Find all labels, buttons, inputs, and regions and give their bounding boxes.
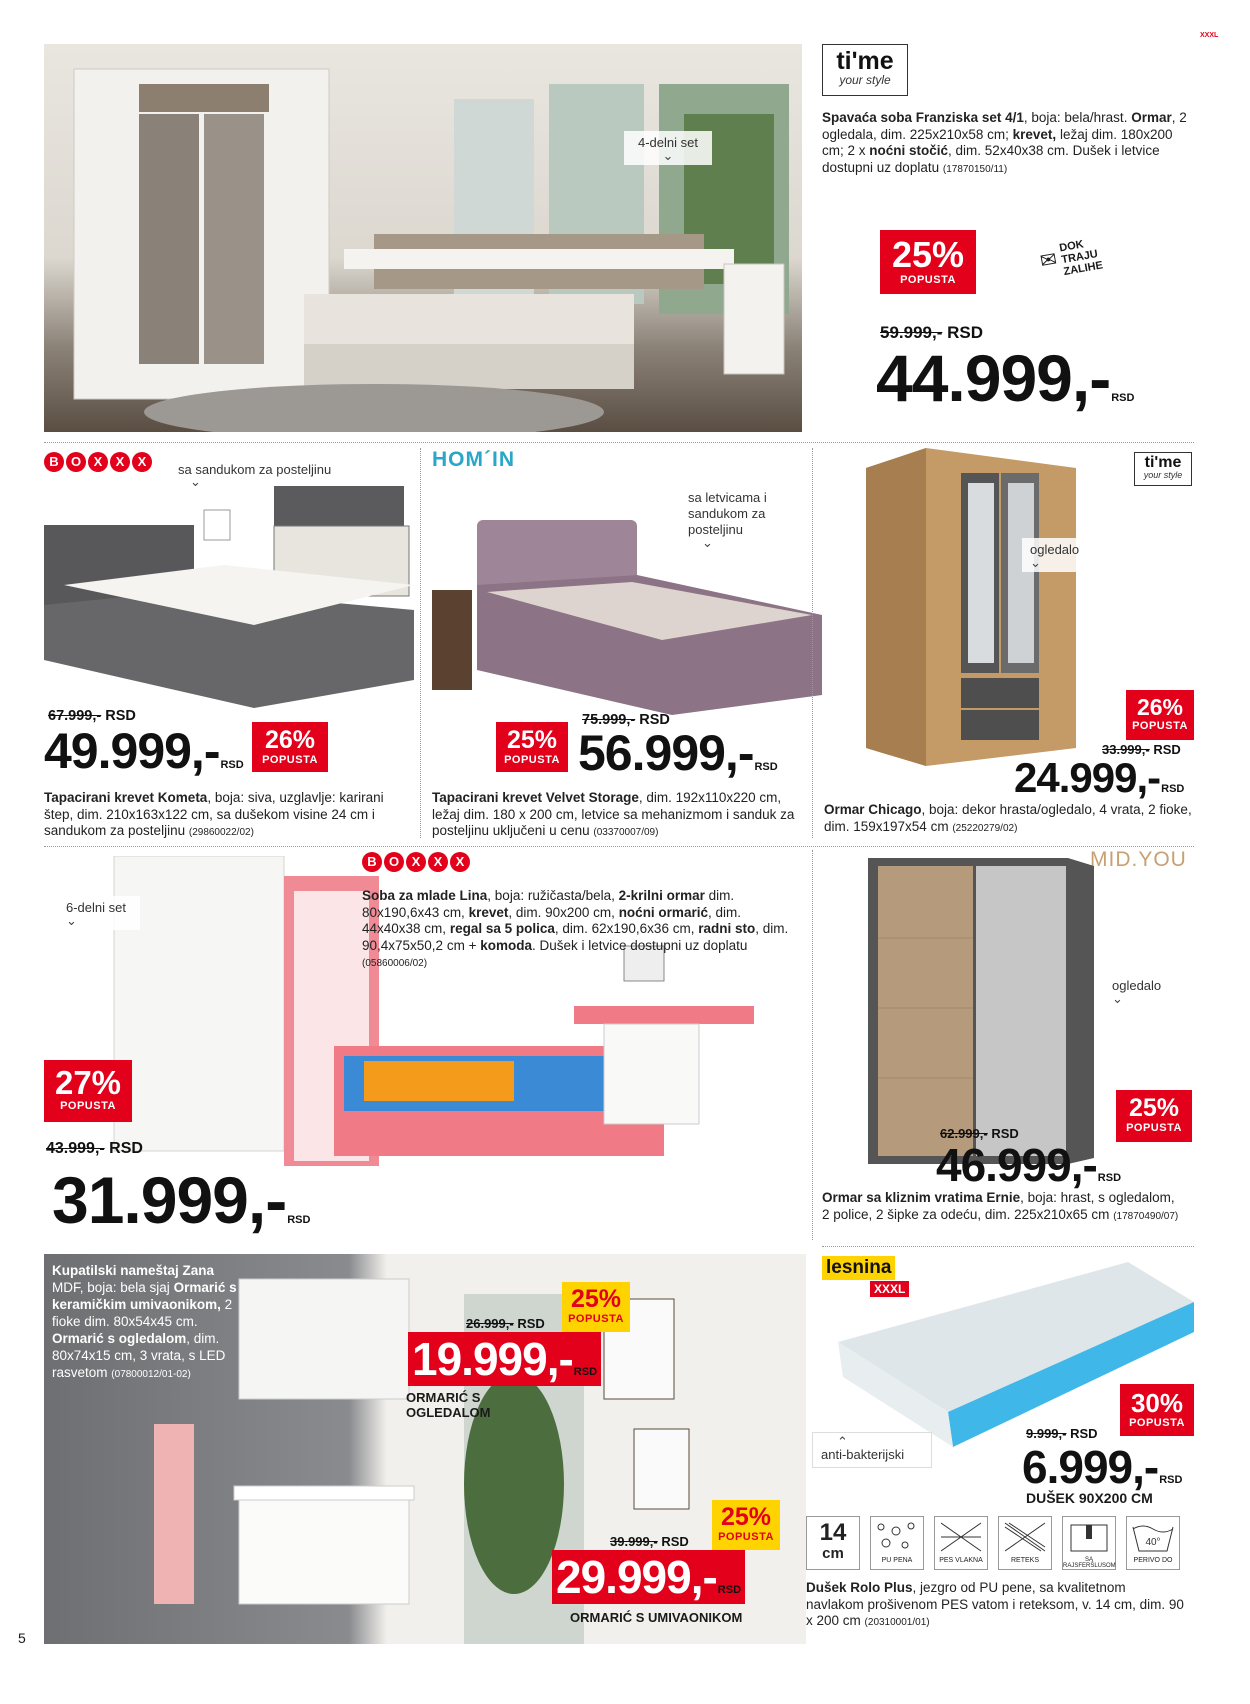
discount-pct: 26% xyxy=(264,726,316,754)
price-currency: RSD xyxy=(717,1584,742,1596)
discount-label: POPUSTA xyxy=(568,1313,624,1325)
current-price xyxy=(876,340,1134,416)
discount-badge xyxy=(562,1282,630,1332)
boxxx-logo xyxy=(44,452,152,472)
lina-description xyxy=(362,888,792,973)
page-number: 5 xyxy=(18,1630,26,1646)
icon-label: RETEKS xyxy=(1010,1557,1039,1564)
product-code: (17870150/11) xyxy=(942,163,1008,175)
chevron-down-icon: ⌄ xyxy=(702,535,713,550)
discount-pct: 25% xyxy=(570,1285,622,1313)
rolo-title: Dušek Rolo Plus xyxy=(806,1580,913,1595)
discount-label: POPUSTA xyxy=(262,754,318,766)
ernie-wardrobe-photo xyxy=(868,858,1094,1164)
homin-logo: HOM´IN xyxy=(432,448,515,471)
icon-label: PES VLAKNA xyxy=(939,1557,983,1564)
desc-text: . Dušek i letvice dostupni uz doplatu xyxy=(531,937,748,953)
discount-badge xyxy=(44,1060,132,1122)
franziska-description xyxy=(822,110,1192,178)
kometa-description xyxy=(44,790,414,842)
time-logo-line1: tiʹme xyxy=(1144,454,1182,471)
discount-badge xyxy=(496,722,568,772)
desc-text: , boja: bela/hrast. xyxy=(1023,110,1128,125)
product-code: (05860006/02) xyxy=(362,958,428,969)
desc-text: , dim. 52x40x38 cm. Dušek i letvice dostupni uz doplatu xyxy=(822,143,1160,175)
ernie-callout xyxy=(1104,974,1184,1008)
price-value: 44.999,- xyxy=(876,341,1111,415)
old-price-value: 33.999,- xyxy=(1102,742,1150,757)
ernie-title: Ormar sa kliznim vratima Ernie xyxy=(822,1190,1021,1205)
wash-temp: 40° xyxy=(1145,1537,1161,1548)
rolo-description xyxy=(806,1580,1186,1632)
old-price xyxy=(610,1534,689,1549)
product-code: (29860022/02) xyxy=(188,827,254,838)
discount-label: POPUSTA xyxy=(900,274,956,286)
zana-description xyxy=(52,1262,242,1383)
time-logo-line1: tiʹme xyxy=(836,47,894,75)
time-logo-line2: your style xyxy=(839,73,891,87)
truck-icon: ✉ xyxy=(1038,248,1059,274)
price-currency: RSD xyxy=(1111,392,1135,404)
old-price-value: 43.999,- xyxy=(46,1140,105,1157)
pes-fiber-icon xyxy=(934,1516,988,1570)
chicago-wardrobe-photo xyxy=(866,448,1084,766)
old-price-currency: RSD xyxy=(1153,742,1181,757)
chicago-illustration xyxy=(866,448,1084,766)
divider xyxy=(44,442,1194,443)
price-currency: RSD xyxy=(573,1366,598,1378)
callout-text: sa letvicama i sandukom za posteljinu xyxy=(688,490,767,537)
desc-text: 2 fioke dim. 80x54x45 cm. xyxy=(52,1297,233,1329)
current-price xyxy=(578,724,778,782)
corner-logo: XXXL xyxy=(1200,32,1219,39)
discount-label: POPUSTA xyxy=(718,1531,774,1543)
chevron-down-icon: ⌄ xyxy=(662,148,674,163)
old-price-currency: RSD xyxy=(991,1126,1019,1141)
desc-text: , dim. 44x40x38 cm, xyxy=(362,904,741,936)
divider xyxy=(44,846,1194,847)
kometa-title: Tapacirani krevet Kometa xyxy=(44,790,208,805)
desc-text: , dim. 80x74x15 cm, 3 vrata, s LED rasvetom xyxy=(52,1331,226,1380)
product-code: (20310001/01) xyxy=(864,1617,930,1628)
logo-letter: B xyxy=(362,852,382,872)
price-value: 29.999,- xyxy=(556,1551,717,1603)
icon-label: SA RAJSFERŠLUSOM xyxy=(1063,1557,1116,1569)
velvet-bed-photo xyxy=(432,520,832,720)
logo-letter: X xyxy=(450,852,470,872)
chevron-down-icon: ⌄ xyxy=(66,913,77,928)
discount-badge xyxy=(252,722,328,772)
desc-text: , dim. 62x190,6x36 cm, xyxy=(554,921,695,936)
fiber-pattern xyxy=(935,1517,987,1555)
product-code: (07800012/01-02) xyxy=(111,1369,191,1380)
icon-label: PU PENA xyxy=(881,1557,913,1564)
time-brand-logo xyxy=(1134,452,1192,486)
discount-pct: 30% xyxy=(1130,1388,1184,1418)
desc-text: MDF, boja: bela sjaj xyxy=(52,1280,170,1295)
chicago-description xyxy=(824,802,1194,837)
chicago-callout xyxy=(1022,538,1100,572)
old-price-currency: RSD xyxy=(1070,1426,1098,1441)
current-price xyxy=(52,1162,310,1238)
velvet-description xyxy=(432,790,804,842)
discount-label: POPUSTA xyxy=(1126,1122,1182,1134)
velvet-title: Tapacirani krevet Velvet Storage xyxy=(432,790,639,805)
callout-text: anti-bakterijski xyxy=(821,1447,905,1462)
zana-title: Kupatilski nameštaj Zana xyxy=(52,1263,215,1278)
sink-cabinet-label: ORMARIĆ S UMIVAONIKOM xyxy=(570,1610,743,1625)
logo-letter: X xyxy=(428,852,448,872)
discount-pct: 25% xyxy=(720,1503,772,1531)
divider xyxy=(822,1246,1194,1247)
desc-text: , boja: dekor hrasta/ogledalo, 4 vrata, 2 fioke, dim. 159x197x54 cm xyxy=(824,802,1192,834)
desc-bold: Ormarić s ogledalom xyxy=(52,1331,187,1346)
price-currency: RSD xyxy=(754,761,778,773)
mirror-cabinet-label: ORMARIĆ S OGLEDALOM xyxy=(406,1390,491,1420)
old-price-currency: RSD xyxy=(105,708,136,724)
desc-bold: Ormar xyxy=(1131,110,1172,125)
old-price-value: 75.999,- xyxy=(582,712,636,728)
desc-text: , boja: hrast, s ogledalom, 2 police, 2 šipke za odeću, dim. 225x210x65 cm xyxy=(822,1190,1175,1222)
desc-text: dim. 80x190,6x43 cm, xyxy=(362,888,735,920)
discount-pct: 25% xyxy=(1128,1094,1180,1122)
desc-bold: radni sto xyxy=(698,921,756,936)
time-brand-logo xyxy=(822,44,908,96)
desc-bold: krevet, xyxy=(1012,126,1057,142)
logo-letter: B xyxy=(44,452,64,472)
current-price xyxy=(552,1550,745,1604)
old-price-value: 67.999,- xyxy=(48,708,102,724)
price-value: 6.999,- xyxy=(1022,1441,1159,1493)
price-value: 19.999,- xyxy=(412,1333,573,1385)
height-14cm-icon xyxy=(806,1516,860,1570)
desc-bold: noćni stočić xyxy=(869,143,949,158)
icon-label: PERIVO DO xyxy=(1133,1557,1173,1564)
chicago-title: Ormar Chicago xyxy=(824,802,922,817)
logo-letter: X xyxy=(132,452,152,472)
price-currency: RSD xyxy=(220,759,244,771)
franziska-title: Spavaća soba Franziska set 4/1 xyxy=(822,110,1024,125)
height-value: 14 xyxy=(819,1519,847,1546)
lesnina-logo-top: lesnina xyxy=(822,1256,895,1280)
price-currency: RSD xyxy=(1161,783,1185,795)
old-price-value: 9.999,- xyxy=(1026,1426,1067,1441)
logo-letter: X xyxy=(88,452,108,472)
lina-title: Soba za mlade Lina xyxy=(362,888,488,903)
discount-badge xyxy=(1120,1384,1194,1436)
product-code: (17870490/07) xyxy=(1113,1210,1179,1222)
price-currency: RSD xyxy=(1097,1172,1122,1184)
chevron-up-icon: ⌃ xyxy=(837,1434,848,1449)
current-price xyxy=(44,722,244,780)
desc-bold: komoda xyxy=(480,937,532,953)
discount-label: POPUSTA xyxy=(1129,1417,1185,1429)
callout-text: 6-delni set xyxy=(66,900,126,915)
price-currency: RSD xyxy=(287,1214,311,1226)
height-unit: cm xyxy=(822,1545,844,1562)
chevron-down-icon: ⌄ xyxy=(1030,555,1041,570)
old-price-value: 39.999,- xyxy=(610,1534,658,1549)
price-value: 56.999,- xyxy=(578,725,754,781)
current-price xyxy=(936,1138,1121,1192)
ernie-description xyxy=(822,1190,1182,1225)
foam-pattern xyxy=(871,1517,923,1555)
zipper-icon xyxy=(1062,1516,1116,1570)
reteks-pattern xyxy=(999,1517,1051,1555)
mattress-size-label: DUŠEK 90X200 CM xyxy=(1026,1490,1153,1506)
desc-text: , 2 ogledala, dim. 225x210x58 cm; xyxy=(822,110,1187,142)
divider xyxy=(812,448,813,838)
bedroom-illustration xyxy=(44,44,802,432)
discount-label: POPUSTA xyxy=(504,754,560,766)
stock-note-text: DOK TRAJU ZALIHE xyxy=(1058,238,1104,279)
desc-bold: noćni ormarić xyxy=(618,904,708,920)
desc-text: , dim. 90,4x75x50,2 cm + xyxy=(362,921,789,953)
logo-letter: O xyxy=(384,852,404,872)
rolo-callout xyxy=(812,1432,932,1468)
ernie-illustration xyxy=(868,858,1094,1164)
callout-text: ogledalo xyxy=(1112,978,1162,993)
lina-callout xyxy=(58,896,140,930)
old-price xyxy=(466,1316,545,1331)
set-callout xyxy=(624,131,712,165)
kometa-illustration xyxy=(44,480,414,708)
discount-badge xyxy=(880,230,976,294)
kometa-bed-photo xyxy=(44,480,414,708)
product-code: (25220279/02) xyxy=(952,822,1018,834)
desc-text: ležaj dim. 180x200 cm; 2 x xyxy=(822,126,1173,158)
reteks-icon xyxy=(998,1516,1052,1570)
discount-badge xyxy=(1126,690,1194,740)
logo-letter: X xyxy=(406,852,426,872)
desc-bold: regal sa 5 polica xyxy=(449,921,555,936)
divider xyxy=(420,448,421,838)
midyou-logo: MID.YOU xyxy=(1090,848,1187,871)
old-price-currency: RSD xyxy=(661,1534,689,1549)
wash-tub xyxy=(1127,1517,1179,1555)
set-callout-text: 4-delni set xyxy=(638,135,698,150)
bedroom-photo xyxy=(44,44,802,432)
discount-label: POPUSTA xyxy=(60,1100,116,1112)
discount-badge xyxy=(1116,1090,1192,1142)
discount-pct: 25% xyxy=(506,726,558,754)
callout-text: ogledalo xyxy=(1030,542,1080,557)
time-logo-line2: your style xyxy=(1143,470,1183,480)
desc-text: , boja: siva, uzglavlje: karirani štep, dim. 210x163x122 cm, sa dušekom visine 24 cm i sandukom za posteljinu xyxy=(44,790,384,838)
zipper-pattern xyxy=(1063,1517,1115,1555)
old-price-currency: RSD xyxy=(947,323,984,342)
chevron-down-icon: ⌄ xyxy=(1112,991,1123,1006)
price-currency: RSD xyxy=(1159,1474,1183,1486)
desc-text: , boja: ružičasta/bela, xyxy=(487,888,615,903)
old-price-currency: RSD xyxy=(639,712,670,728)
lesnina-logo-bottom: XXXL xyxy=(870,1281,909,1297)
washable-icon xyxy=(1126,1516,1180,1570)
price-value: 46.999,- xyxy=(936,1139,1097,1191)
discount-pct: 27% xyxy=(54,1064,122,1101)
pu-foam-icon xyxy=(870,1516,924,1570)
current-price xyxy=(408,1332,601,1386)
current-price xyxy=(1014,754,1184,802)
discount-pct: 25% xyxy=(891,234,965,275)
product-code: (03370007/09) xyxy=(593,827,659,838)
old-price-value: 26.999,- xyxy=(466,1316,514,1331)
velvet-illustration xyxy=(432,520,832,720)
price-value: 24.999,- xyxy=(1014,754,1161,801)
stock-note xyxy=(1038,230,1135,281)
divider xyxy=(812,850,813,1240)
old-price xyxy=(46,1140,143,1158)
logo-letter: O xyxy=(66,452,86,472)
price-value: 49.999,- xyxy=(44,723,220,779)
desc-text: , dim. 90x200 cm, xyxy=(508,904,615,920)
discount-badge xyxy=(712,1500,780,1550)
desc-bold: 2-krilni ormar xyxy=(618,888,705,903)
old-price-value: 62.999,- xyxy=(940,1126,988,1141)
price-value: 31.999,- xyxy=(52,1163,287,1237)
callout-text: sa sandukom za posteljinu xyxy=(178,462,332,477)
old-price xyxy=(1026,1426,1098,1441)
discount-pct: 26% xyxy=(1136,694,1184,720)
old-price-value: 59.999,- xyxy=(880,323,943,342)
logo-letter: X xyxy=(110,452,130,472)
discount-label: POPUSTA xyxy=(1132,720,1188,732)
old-price-currency: RSD xyxy=(109,1140,143,1157)
chevron-down-icon: ⌄ xyxy=(190,474,201,489)
current-price xyxy=(1022,1440,1182,1494)
desc-text: , dim. 192x110x220 cm, ležaj dim. 180 x 200 cm, letvice sa mehanizmom i sanduk za posteljinu uključeni u cenu xyxy=(432,790,795,838)
desc-text: , jezgro od PU pene, sa kvalitetnom navlakom prošivenom PES vatom i reteksom, v. 14 cm, dim. 90 x 200 cm xyxy=(806,1580,1184,1628)
old-price-currency: RSD xyxy=(517,1316,545,1331)
desc-bold: Ormarić s keramičkim umivaonikom, xyxy=(52,1280,237,1312)
desc-bold: krevet xyxy=(468,904,509,920)
